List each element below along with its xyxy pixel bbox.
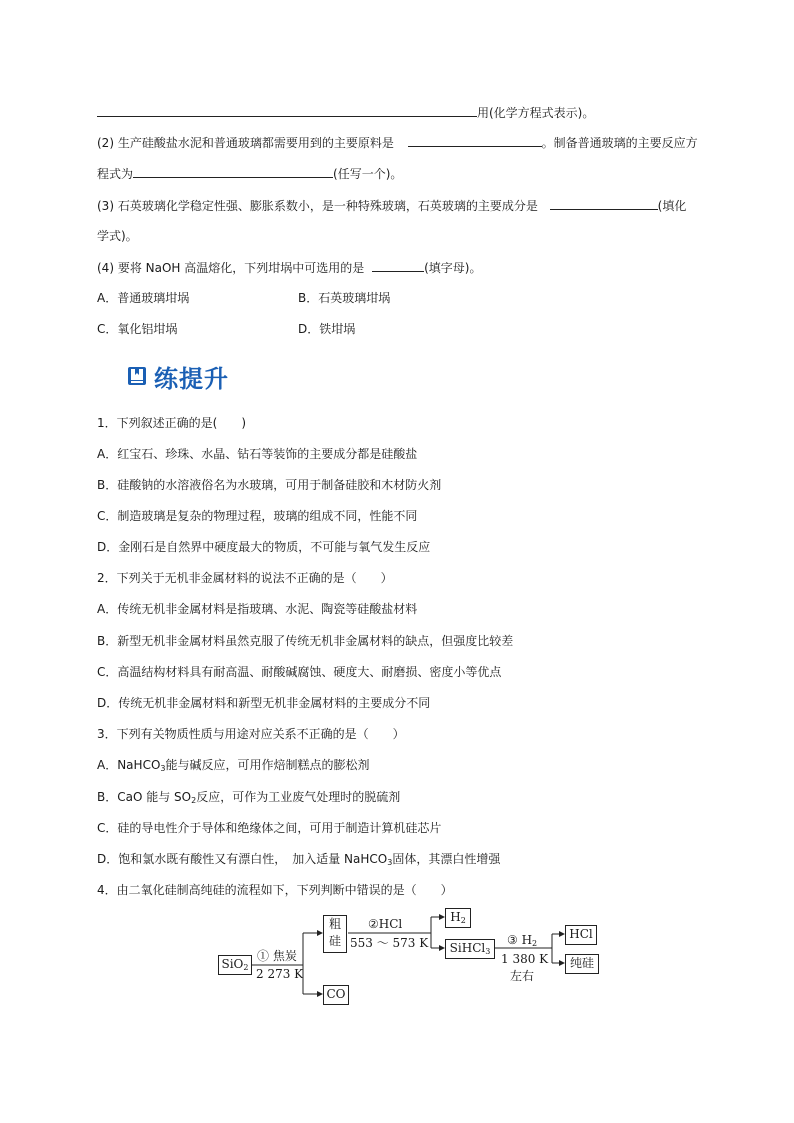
q3-option-c: C．硅的导电性介于导体和绝缘体之间，可用于制造计算机硅芯片 bbox=[97, 821, 442, 835]
q3-b-post: 反应，可作为工业废气处理时的脱硫剂 bbox=[196, 790, 401, 804]
hcl-box bbox=[565, 925, 597, 945]
answer-blank[interactable] bbox=[372, 259, 424, 272]
step1-reagent: ① 焦炭 bbox=[257, 949, 297, 963]
part3-text: (3) 石英玻璃化学稳定性强、膨胀系数小，是一种特殊玻璃，石英玻璃的主要成分是 bbox=[97, 199, 538, 213]
sihcl3-sub: 3 bbox=[485, 947, 491, 956]
part2-text-c: 程式为 bbox=[97, 167, 134, 181]
q3-a-sub: 3 bbox=[160, 764, 166, 773]
answer-blank[interactable] bbox=[408, 134, 542, 147]
option-a: A．普通玻璃坩埚 bbox=[97, 291, 190, 305]
q4-stem: 4．由二氧化硅制高纯硅的流程如下，下列判断中错误的是（ ） bbox=[97, 883, 453, 897]
book-icon bbox=[126, 365, 148, 387]
q1-option-d: D．金刚石是自然界中硬度最大的物质，不可能与氧气发生反应 bbox=[97, 540, 431, 554]
part2-text-d: (任写一个)。 bbox=[333, 167, 403, 181]
step2-reagent: ②HCl bbox=[368, 917, 403, 931]
step1-temperature: 2 273 K bbox=[256, 967, 304, 981]
step3-approx: 左右 bbox=[510, 969, 535, 983]
prev-question-part2-line2 bbox=[97, 165, 402, 182]
process-flow-diagram bbox=[210, 905, 620, 1015]
q3-b-pre: B．CaO 能与 SO bbox=[97, 790, 192, 804]
answer-blank[interactable] bbox=[550, 197, 658, 210]
sio2-label: SiO bbox=[221, 957, 244, 971]
answer-blank[interactable] bbox=[133, 165, 333, 178]
q3-a-pre: A．NaHCO bbox=[97, 758, 161, 772]
part3-text-b: (填化 bbox=[657, 199, 687, 213]
part4-text-b: (填字母)。 bbox=[424, 261, 482, 275]
part2-text-b: 。制备普通玻璃的主要反应方 bbox=[541, 136, 698, 150]
h2-label: H bbox=[450, 910, 461, 924]
q2-option-b: B．新型无机非金属材料虽然克服了传统无机非金属材料的缺点，但强度比较差 bbox=[97, 634, 514, 648]
sihcl3-label: SiHCl bbox=[449, 941, 486, 955]
q3-d-post: 固体，其漂白性增强 bbox=[392, 852, 501, 866]
co-label: CO bbox=[326, 987, 346, 1001]
prev-question-part4 bbox=[97, 259, 481, 276]
option-c: C．氧化铝坩埚 bbox=[97, 322, 178, 336]
q1-stem: 1．下列叙述正确的是( ) bbox=[97, 416, 246, 430]
section-title: 练提升 bbox=[154, 364, 229, 393]
pure-si-label: 纯硅 bbox=[569, 956, 594, 970]
hcl-label: HCl bbox=[569, 927, 593, 941]
q1-option-a: A．红宝石、珍珠、水晶、钻石等装饰的主要成分都是硅酸盐 bbox=[97, 447, 418, 461]
h2-sub: 2 bbox=[460, 916, 466, 925]
step2-temperature: 553 ～ 573 K bbox=[350, 936, 429, 950]
section-header bbox=[126, 360, 229, 392]
prev-question-line1 bbox=[97, 104, 594, 121]
q1-option-c: C．制造玻璃是复杂的物理过程，玻璃的组成不同，性能不同 bbox=[97, 509, 418, 523]
option-b: B．石英玻璃坩埚 bbox=[298, 291, 391, 305]
step3-reagent-text: ③ H bbox=[507, 933, 533, 947]
sio2-sub: 2 bbox=[243, 963, 249, 972]
option-d: D．铁坩埚 bbox=[298, 322, 356, 336]
part2-text: (2) 生产硅酸盐水泥和普通玻璃都需要用到的主要原料是 bbox=[97, 136, 394, 150]
line1-tail: 用(化学方程式表示)。 bbox=[477, 106, 595, 120]
q3-option-d bbox=[97, 851, 500, 867]
crude-si-label-2: 硅 bbox=[328, 934, 341, 948]
h2-box bbox=[445, 908, 471, 928]
part4-text: (4) 要将 NaOH 高温熔化，下列坩埚中可选用的是 bbox=[97, 261, 365, 275]
part3-text-c: 学式)。 bbox=[97, 229, 138, 243]
q3-b-sub: 2 bbox=[191, 796, 197, 805]
step3-reagent-sub: 2 bbox=[532, 939, 538, 948]
q3-d-pre: D．饱和氯水既有酸性又有漂白性， 加入适量 NaHCO bbox=[97, 852, 388, 866]
q3-stem: 3．下列有关物质性质与用途对应关系不正确的是（ ） bbox=[97, 727, 405, 741]
crude-si-box bbox=[323, 915, 347, 953]
prev-question-part3-line2 bbox=[97, 228, 138, 244]
answer-blank[interactable] bbox=[97, 104, 477, 117]
q3-a-post: 能与碱反应，可用作焙制糕点的膨松剂 bbox=[165, 758, 370, 772]
q2-option-d: D．传统无机非金属材料和新型无机非金属材料的主要成分不同 bbox=[97, 696, 431, 710]
prev-question-part2 bbox=[97, 134, 698, 151]
pure-si-box bbox=[565, 954, 599, 974]
q1-option-b: B．硅酸钠的水溶液俗名为水玻璃，可用于制备硅胶和木材防火剂 bbox=[97, 478, 442, 492]
q3-option-b bbox=[97, 789, 400, 805]
crude-si-label-1: 粗 bbox=[328, 917, 341, 931]
q2-option-c: C．高温结构材料具有耐高温、耐酸碱腐蚀、硬度大、耐磨损、密度小等优点 bbox=[97, 665, 502, 679]
q3-option-a bbox=[97, 757, 370, 773]
q2-stem: 2．下列关于无机非金属材料的说法不正确的是（ ） bbox=[97, 571, 393, 585]
prev-question-part3 bbox=[97, 197, 686, 214]
step3-reagent bbox=[507, 933, 537, 947]
co-box bbox=[323, 985, 349, 1005]
step3-temperature: 1 380 K bbox=[501, 952, 549, 966]
q3-d-sub: 3 bbox=[387, 858, 393, 867]
q2-option-a: A．传统无机非金属材料是指玻璃、水泥、陶瓷等硅酸盐材料 bbox=[97, 602, 418, 616]
sihcl3-box bbox=[445, 939, 495, 959]
sio2-box bbox=[218, 955, 252, 975]
